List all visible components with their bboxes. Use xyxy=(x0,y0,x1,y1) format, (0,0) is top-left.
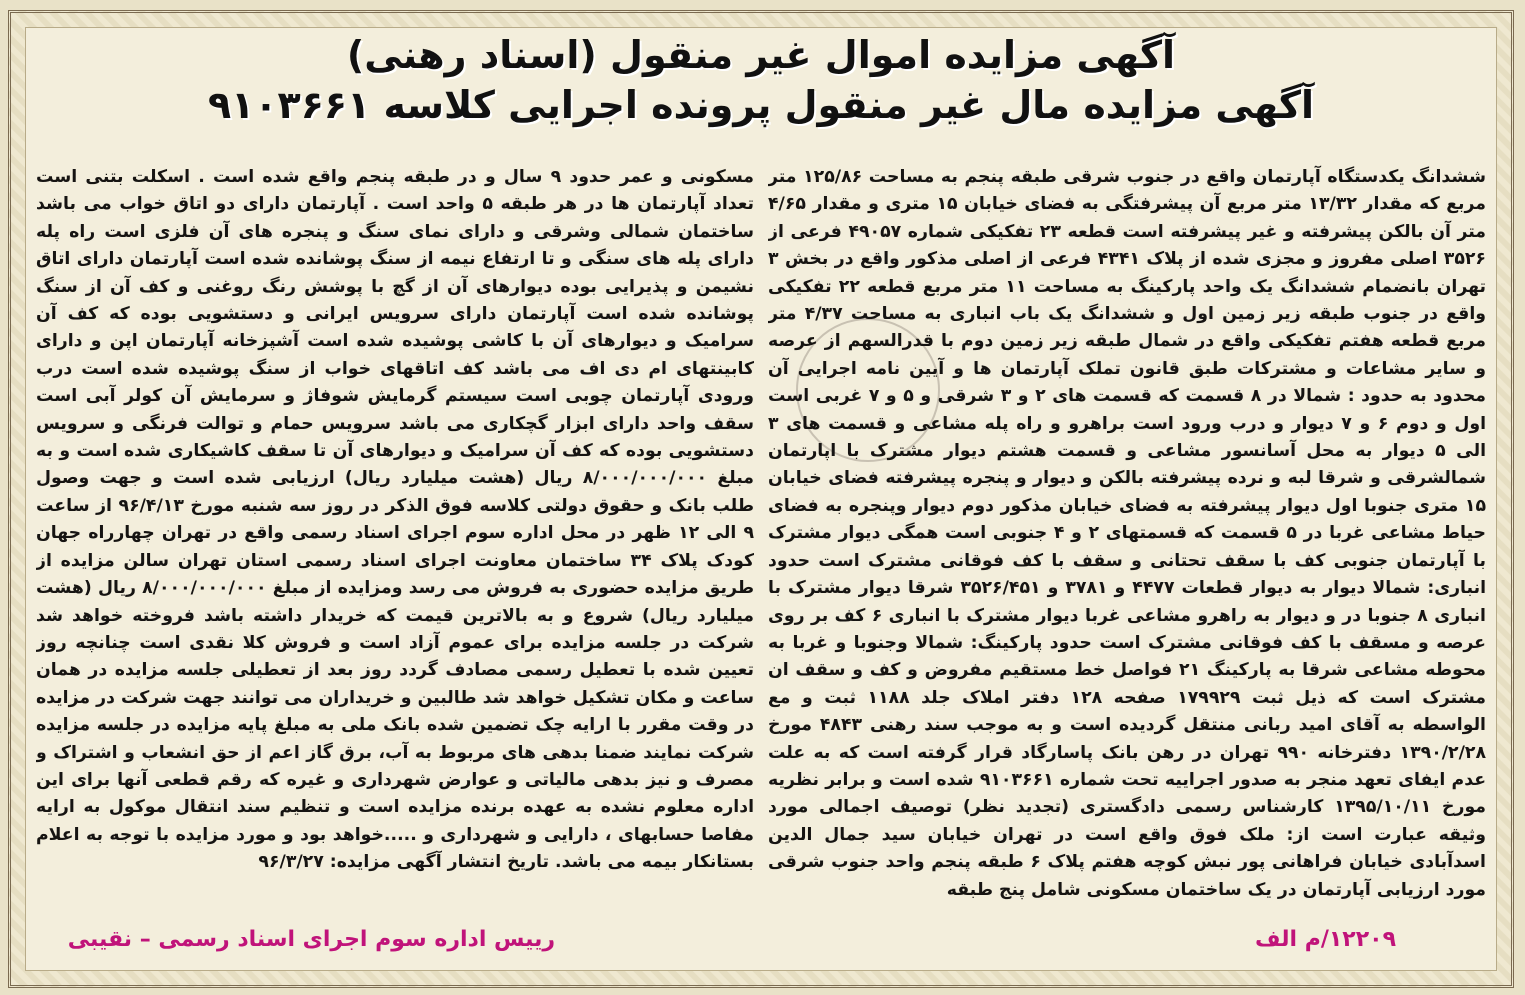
notice-body xyxy=(36,164,1486,908)
notice-footer xyxy=(36,918,1486,960)
ad-number: ۱۲۲۰۹/م الف xyxy=(1255,926,1396,952)
left-column xyxy=(36,164,754,908)
right-column-text: ششدانگ یکدستگاه آپارتمان واقع در جنوب شرقی طبقه پنجم به مساحت ۱۲۵/۸۶ متر مربع که مقدار ۱۳/۳۲ متر مربع آن پیشرفتگی به فضای خیابان ۱۵ متری و مقدار ۴/۶۵ متر آن بالکن پیشرفته و غیر پیشرفته است قطعه ۲۳ تفکیکی شماره ۴۹۰۵۷ فرعی از ۳۵۲۶ اصلی مفروز و مجزی شده از پلاک ۴۳۴۱ فرعی از اصلی مذکور واقع در بخش ۳ تهران بانضمام ششدانگ یک واحد پارکینگ به مساحت ۱۱ متر مربع قطعه ۲۲ تفکیکی واقع در جنوب طبقه زیر زمین اول و ششدانگ یک باب انباری به مساحت ۴/۳۷ متر مربع قطعه هفتم تفکیکی واقع در شمال طبقه زیر زمین دوم با قدرالسهم از عرصه و سایر مشاعات و مشترکات طبق قانون تملک آپارتمان ها و آیین نامه اجرایی آن محدود به حدود : شمالا در ۸ قسمت که قسمت های ۲ و ۳ شرقی و ۵ و ۷ غربی است اول و دوم ۶ و ۷ دیوار و درب ورود است براهرو و راه پله مشاعی و قسمت های ۳ الی ۵ دیوار به محل آسانسور مشاعی و قسمت هشتم دیوار مشترک با اپارتمان شمالشرقی و شرقا لبه و نرده پیشرفته بالکن و دیوار و پنجره پیشرفته فضای خیابان ۱۵ متری جنوبا اول دیوار پیشرفته به فضای خیابان مذکور دوم دیوار وپنجره به فضای حیاط مشاعی غربا در ۵ قسمت که قسمتهای ۲ و ۴ جنوبی است همگی دیوار مشترک با آپارتمان جنوبی کف با سقف تحتانی و سقف با کف فوقانی مشترک است حدود انباری: شمالا دیوار به دیوار قطعات ۴۴۷۷ و ۳۷۸۱ و ۳۵۲۶/۴۵۱ شرقا دیوار مشترک با انباری ۸ جنوبا در و دیوار به راهرو مشاعی غربا دیوار مشترک با انباری ۶ کف بر روی عرصه و مسقف با کف فوقانی مشترک است حدود پارکینگ: شمالا وجنوبا و غربا به محوطه مشاعی شرقا به پارکینگ ۲۱ فواصل خط مستقیم مفروض و کف و سقف ان مشترک است که ذیل ثبت ۱۷۹۹۲۹ صفحه ۱۲۸ دفتر املاک جلد ۱۱۸۸ ثبت و مع الواسطه به آقای امید ربانی منتقل گردیده است و به موجب سند رهنی ۴۸۴۳ مورخ ۱۳۹۰/۲/۲۸ دفترخانه ۹۹۰ تهران در رهن بانک پاسارگاد قرار گرفته است که به علت عدم ایفای تعهد منجر به صدور اجراییه تحت شماره ۹۱۰۳۶۶۱ شده است و برابر نظریه مورخ ۱۳۹۵/۱۰/۱۱ کارشناس رسمی دادگستری (تجدید نظر) توصیف اجمالی مورد وثیقه عبارت است از: ملک فوق واقع است در تهران خیابان سید جمال الدین اسدآبادی خیابان فراهانی پور نبش کوچه هفتم پلاک ۶ طبقه پنجم واحد جنوب شرقی مورد ارزیابی آپارتمان در یک ساختمان مسکونی شامل پنج طبقه xyxy=(768,167,1486,900)
page-frame xyxy=(8,10,1514,988)
signature: رییس اداره سوم اجرای اسناد رسمی – نقیبی xyxy=(67,926,556,952)
notice-header xyxy=(26,30,1496,162)
left-column-text: مسکونی و عمر حدود ۹ سال و در طبقه پنجم واقع شده است . اسکلت بتنی است تعداد آپارتمان ها در هر طبقه ۵ واحد است . آپارتمان دارای دو اتاق خواب می باشد ساختمان شمالی وشرقی و دارای نمای سنگ و پنجره های آن فلزی است راه پله دارای پله های سنگی و تا ارتفاع نیمه از سنگ پوشانده شده است آپارتمان دارای اتاق نشیمن و پذیرایی بوده دیوارهای آن از گچ با پوشش رنگ روغنی و کف آن از سنگ پوشانده شده است آپارتمان دارای سرویس ایرانی و دستشویی بوده که کف آن سرامیک و دیوارهای آن با کاشی پوشیده شده است آشپزخانه آپارتمان اپن و دارای کابینتهای ام دی اف می باشد کف اتاقهای خواب از سنگ پوشیده شده است درب ورودی آپارتمان چوبی است سیستم گرمایش شوفاژ و سرمایش آن کولر آبی است سقف واحد دارای ابزار گچکاری می باشد سرویس حمام و توالت فرنگی و سرویس دستشویی بوده که کف آن سرامیک و دیوارهای آن تا سقف کاشیکاری شده است و به مبلغ ۸/۰۰۰/۰۰۰/۰۰۰ ریال (هشت میلیارد ریال) ارزیابی شده است و جهت وصول طلب بانک و حقوق دولتی کلاسه فوق الذکر در روز سه شنبه مورخ ۹۶/۴/۱۳ از ساعت ۹ الی ۱۲ ظهر در محل اداره سوم اجرای اسناد رسمی واقع در تهران چهارراه جهان کودک پلاک ۳۴ ساختمان معاونت اجرای اسناد رسمی استان تهران سالن مزایده از طریق مزایده حضوری به فروش می رسد ومزایده از مبلغ ۸/۰۰۰/۰۰۰/۰۰۰ ریال (هشت میلیارد ریال) شروع و به بالاترین قیمت که خریدار داشته باشد فروخته خواهد شد شرکت در جلسه مزایده برای عموم آزاد است و فروش کلا نقدی است چنانچه روز تعیین شده با تعطیل رسمی مصادف گردد روز بعد از تعطیلی جلسه مزایده در همان ساعت و مکان تشکیل خواهد شد طالبین و خریداران می توانند جهت شرکت در مزایده در وقت مقرر با ارایه چک تضمین شده بانک ملی به مبلغ پایه مزایده در جلسه مزایده شرکت نمایند ضمنا بدهی های مربوط به آب، برق گاز اعم از حق انشعاب و اشتراک و مصرف و نیز بدهی مالیاتی و عوارض شهرداری و غیره که رقم قطعی آنها برای این اداره معلوم نشده به عهده برنده مزایده است و تنظیم سند انتقال موکول به ارایه مفاصا حسابهای ، دارایی و شهرداری و .....خواهد بود و مورد مزایده با توجه به اعلام بستانکار بیمه می باشد. تاریخ انتشار آگهی مزایده: ۹۶/۳/۲۷ xyxy=(36,167,754,873)
notice-title-line2: آگهی مزایده مال غیر منقول پرونده اجرایی کلاسه ۹۱۰۳۶۶۱ xyxy=(207,83,1315,127)
notice-panel xyxy=(25,27,1497,971)
notice-title-line1: آگهی مزایده اموال غیر منقول (اسناد رهنی) xyxy=(346,33,1176,77)
right-column xyxy=(768,164,1486,908)
